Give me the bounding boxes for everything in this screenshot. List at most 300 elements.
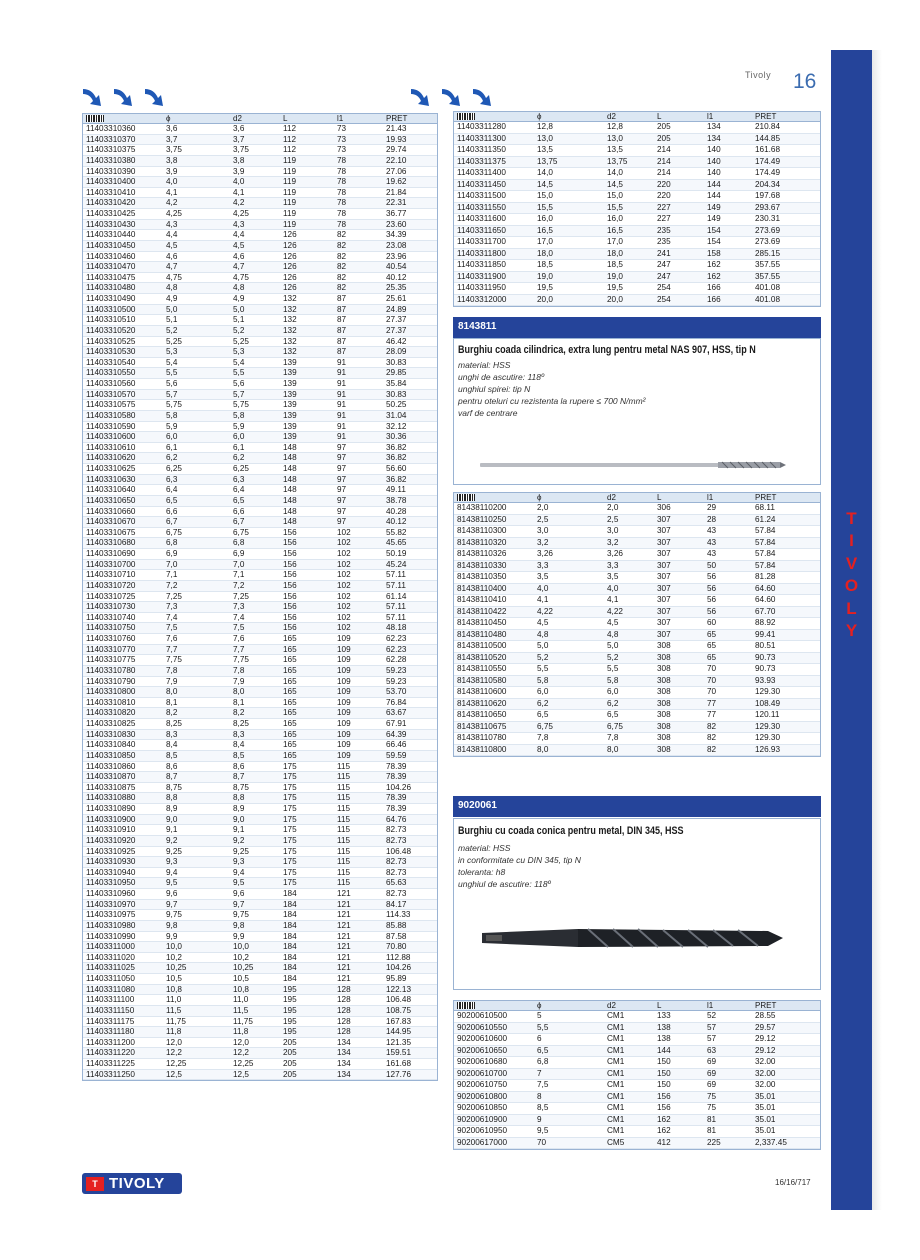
cell-d2: 6,7: [233, 517, 245, 527]
spec-line: pentru oteluri cu rezistenta la rupere ≤ 700 N/mm²: [458, 396, 646, 406]
cell-l1: 43: [707, 526, 717, 535]
cell-phi: 5,5: [166, 368, 178, 378]
cell-l1: 115: [337, 804, 351, 813]
cell-code: 11403311900: [457, 271, 506, 281]
cell-price: 45.24: [386, 559, 407, 569]
cell-code: 90200610650: [457, 1045, 508, 1055]
cell-d2: 6,75: [233, 527, 249, 537]
cell-price: 76.84: [386, 697, 407, 707]
cell-d2: 3,9: [233, 166, 245, 176]
cell-d2: 7,2: [233, 580, 245, 590]
cell-code: 11403310770: [86, 644, 136, 654]
table-row: [83, 453, 437, 464]
cell-code: 11403310980: [86, 920, 136, 930]
cell-L: 119: [283, 187, 297, 197]
cell-phi: 3,3: [537, 560, 549, 570]
cell-price: 19.62: [386, 177, 407, 187]
cell-d2: 5,2: [233, 325, 245, 335]
cell-price: 29.85: [386, 368, 407, 378]
cell-code: 81438110800: [457, 744, 507, 754]
cell-code: 11403311000: [86, 942, 135, 952]
cell-code: 11403310930: [86, 857, 136, 867]
cell-code: 11403310380: [86, 155, 136, 165]
cell-d2: 5,5: [607, 664, 619, 673]
cell-phi: 3,8: [166, 155, 178, 165]
cell-l1: 65: [707, 641, 717, 650]
cell-d2: CM1: [607, 1080, 625, 1089]
cell-phi: 5,8: [537, 675, 549, 685]
cell-phi: 4,7: [166, 262, 178, 272]
cell-price: 27.37: [386, 325, 407, 335]
cell-l1: 109: [337, 676, 351, 686]
cell-code: 11403310950: [86, 878, 136, 888]
cell-phi: 12,2: [166, 1048, 182, 1058]
cell-L: 156: [283, 612, 297, 622]
cell-phi: 4,4: [166, 230, 178, 240]
cell-d2: 4,75: [233, 272, 249, 282]
table-row: [83, 528, 437, 539]
cell-phi: 4,5: [166, 240, 178, 250]
cell-L: 148: [283, 495, 297, 505]
cell-L: 139: [283, 368, 297, 378]
cell-price: 2,337.45: [755, 1137, 787, 1147]
table-row: [83, 602, 437, 613]
cell-code: 81438110400: [457, 583, 507, 593]
cell-l1: 87: [337, 315, 347, 325]
cell-d2: 7,6: [233, 634, 245, 643]
cell-l1: 109: [337, 750, 351, 760]
cell-phi: 10,8: [166, 984, 182, 994]
cell-price: 62.23: [386, 644, 407, 654]
cell-price: 36.77: [386, 209, 407, 218]
cell-d2: 5,75: [233, 400, 249, 410]
cell-phi: 12,5: [166, 1069, 182, 1079]
cell-phi: 6,7: [166, 517, 178, 527]
cell-d2: CM1: [607, 1057, 625, 1066]
cell-code: 11403311100: [86, 995, 135, 1005]
cell-l1: 154: [707, 237, 721, 246]
cell-d2: 4,0: [607, 583, 619, 593]
cell-d2: 3,3: [607, 560, 619, 570]
table-row: [454, 549, 820, 561]
table-row: [83, 379, 437, 390]
cell-code: 11403310600: [86, 432, 136, 442]
cell-l1: 162: [707, 260, 721, 269]
cell-d2: 18,5: [607, 260, 623, 269]
cell-phi: 5,0: [537, 641, 549, 650]
cell-code: 81438110300: [457, 526, 507, 535]
cell-phi: 6,9: [166, 549, 178, 558]
cell-phi: 12,8: [537, 122, 553, 131]
table-row: [454, 180, 820, 192]
cell-L: 214: [657, 168, 671, 177]
table-product1: [453, 492, 821, 757]
cell-L: 205: [283, 1037, 297, 1047]
cell-code: 11403311350: [457, 145, 506, 154]
cell-price: 401.08: [755, 283, 781, 292]
cell-code: 81438110320: [457, 537, 507, 547]
table-row: [83, 963, 437, 974]
cell-l1: 91: [337, 421, 347, 431]
cell-l1: 73: [337, 145, 347, 155]
cell-l1: 109: [337, 697, 351, 707]
cell-l1: 87: [337, 347, 347, 357]
cell-phi: 4,0: [537, 583, 549, 593]
cell-L: 165: [283, 708, 297, 718]
cell-phi: 5,25: [166, 336, 182, 346]
cell-L: 156: [283, 559, 297, 569]
table-right-top: [453, 111, 821, 307]
cell-L: 241: [657, 248, 671, 258]
cell-l1: 144: [707, 191, 721, 200]
cell-d2: CM1: [607, 1022, 625, 1032]
cell-l1: 102: [337, 559, 351, 569]
cell-phi: 6,5: [166, 495, 178, 505]
cell-L: 165: [283, 719, 297, 728]
cell-L: 184: [283, 952, 297, 962]
cell-price: 35.84: [386, 379, 407, 388]
cell-d2: 11,8: [233, 1027, 249, 1037]
cell-phi: 2,5: [537, 514, 549, 524]
cell-code: 11403311180: [86, 1027, 135, 1037]
cell-code: 11403310800: [86, 687, 136, 697]
cell-code: 90200610950: [457, 1126, 508, 1135]
cell-price: 49.11: [386, 485, 406, 495]
table-row: [83, 315, 437, 326]
table-row: [83, 167, 437, 178]
cell-l1: 102: [337, 602, 351, 612]
table-row: [83, 921, 437, 932]
cell-L: 148: [283, 474, 297, 484]
table-row: [454, 526, 820, 538]
cell-price: 30.36: [386, 432, 407, 442]
table-row: [83, 507, 437, 518]
table-row: [83, 932, 437, 943]
cell-L: 195: [283, 1016, 297, 1026]
cell-d2: 9,4: [233, 867, 245, 877]
cell-L: 175: [283, 814, 297, 824]
cell-d2: 3,8: [233, 155, 245, 165]
cell-phi: 7,8: [537, 733, 549, 742]
cell-price: 67.91: [386, 719, 407, 728]
col-header-phi: ϕ: [166, 114, 171, 123]
cell-l1: 115: [337, 825, 351, 835]
side-letter: L: [846, 598, 857, 618]
table-row: [83, 549, 437, 560]
cell-l1: 28: [707, 514, 717, 524]
cell-d2: CM5: [607, 1137, 625, 1147]
table-row: [454, 237, 820, 249]
cell-code: 11403310500: [86, 304, 136, 314]
table-row: [83, 762, 437, 773]
long-drill-image: [478, 458, 788, 472]
cell-L: 156: [283, 527, 297, 537]
cell-d2: 8,0: [607, 744, 619, 754]
cell-L: 132: [283, 347, 297, 357]
table-row: [83, 804, 437, 815]
cell-price: 45.65: [386, 538, 407, 548]
cell-price: 357.55: [755, 271, 781, 281]
table-row: [454, 1046, 820, 1058]
cell-L: 126: [283, 240, 297, 250]
cell-l1: 65: [707, 629, 717, 639]
table-row: [83, 581, 437, 592]
cell-code: 11403310530: [86, 347, 136, 357]
cell-price: 230.31: [755, 214, 781, 223]
cell-L: 148: [283, 442, 297, 452]
cell-d2: 8,9: [233, 804, 245, 813]
cell-L: 307: [657, 595, 671, 604]
cell-code: 11403311020: [86, 952, 135, 962]
cell-price: 174.49: [755, 168, 781, 177]
spec-line: material: HSS: [458, 843, 511, 853]
cell-phi: 5,7: [166, 389, 178, 399]
table-row: [454, 676, 820, 688]
cell-phi: 3,6: [166, 124, 178, 133]
side-letter: Y: [845, 621, 858, 641]
cell-d2: 19,5: [607, 283, 623, 292]
cell-l1: 75: [707, 1103, 717, 1112]
table-row: [454, 572, 820, 584]
cell-code: 90200610600: [457, 1034, 508, 1043]
cell-L: 112: [283, 124, 297, 133]
cell-code: 81438110350: [457, 572, 507, 581]
cell-code: 11403310810: [86, 697, 136, 707]
cell-L: 165: [283, 676, 297, 686]
cell-phi: 8,8: [166, 793, 178, 803]
cell-phi: 13,5: [537, 145, 553, 154]
cell-d2: 6,5: [607, 710, 619, 719]
cell-L: 162: [657, 1126, 671, 1135]
cell-L: 307: [657, 514, 671, 524]
cell-price: 104.26: [386, 963, 412, 973]
cell-price: 56.60: [386, 464, 407, 473]
cell-code: 11403310450: [86, 240, 136, 250]
cell-d2: 10,5: [233, 974, 249, 983]
cell-price: 82.73: [386, 867, 407, 877]
cell-l1: 134: [707, 133, 721, 143]
cell-phi: 5,3: [166, 347, 178, 357]
cell-d2: 17,0: [607, 237, 623, 246]
cell-price: 167.83: [386, 1016, 412, 1026]
cell-L: 308: [657, 733, 671, 742]
cell-d2: 7,9: [233, 676, 245, 686]
cell-L: 175: [283, 835, 297, 845]
cell-code: 11403310960: [86, 889, 136, 898]
cell-L: 162: [657, 1114, 671, 1124]
cell-l1: 121: [337, 899, 351, 909]
table-row: [454, 295, 820, 307]
cell-price: 66.46: [386, 740, 407, 750]
cell-L: 175: [283, 878, 297, 888]
cell-price: 29.12: [755, 1034, 776, 1043]
cell-l1: 65: [707, 652, 717, 662]
cell-price: 36.82: [386, 442, 407, 452]
cell-phi: 4,6: [166, 251, 178, 261]
table-row: [83, 677, 437, 688]
cell-price: 120.11: [755, 710, 780, 719]
cell-phi: 7,4: [166, 612, 178, 622]
cell-code: 11403310760: [86, 634, 136, 643]
cell-code: 11403310910: [86, 825, 136, 835]
table-row: [454, 1115, 820, 1127]
cell-l1: 97: [337, 506, 347, 516]
cell-price: 40.12: [386, 517, 407, 527]
cell-price: 204.34: [755, 179, 781, 189]
cell-d2: 5,3: [233, 347, 245, 357]
cell-price: 62.23: [386, 634, 407, 643]
cell-l1: 121: [337, 942, 351, 952]
cell-L: 235: [657, 225, 671, 235]
cell-d2: 4,5: [607, 618, 619, 627]
cell-L: 175: [283, 867, 297, 877]
col-header-phi: ϕ: [537, 493, 542, 502]
cell-l1: 73: [337, 134, 347, 144]
cell-d2: 7,25: [233, 591, 249, 601]
cell-price: 27.06: [386, 166, 407, 176]
cell-L: 148: [283, 464, 297, 473]
cell-l1: 109: [337, 708, 351, 718]
table-row: [83, 538, 437, 549]
cell-price: 285.15: [755, 248, 781, 258]
col-header-d2: d2: [233, 114, 242, 123]
cell-code: 81438110500: [457, 641, 507, 650]
cell-code: 90200610900: [457, 1114, 508, 1124]
cell-price: 65.63: [386, 878, 407, 888]
cell-l1: 69: [707, 1057, 717, 1066]
cell-phi: 9,0: [166, 814, 178, 824]
cell-code: 81438110250: [457, 514, 507, 524]
table-row: [83, 730, 437, 741]
cell-L: 184: [283, 920, 297, 930]
cell-code: 11403310660: [86, 506, 136, 516]
cell-L: 139: [283, 379, 297, 388]
cell-price: 36.82: [386, 453, 407, 463]
table-row: [83, 560, 437, 571]
cell-d2: 5,25: [233, 336, 249, 346]
cell-code: 11403310510: [86, 315, 136, 325]
cell-price: 106.48: [386, 846, 412, 856]
cell-l1: 121: [337, 920, 351, 930]
cell-code: 81438110620: [457, 698, 507, 708]
table-row: [83, 634, 437, 645]
cell-code: 11403310680: [86, 538, 136, 548]
cell-phi: 9,9: [166, 931, 178, 941]
cell-l1: 102: [337, 527, 351, 537]
cell-d2: 9,2: [233, 835, 245, 845]
cell-l1: 56: [707, 606, 717, 616]
cell-L: 139: [283, 400, 297, 410]
arrow-icon: [439, 86, 466, 108]
table-row: [83, 910, 437, 921]
cell-phi: 4,2: [166, 198, 178, 208]
cell-d2: 5,0: [233, 304, 245, 314]
cell-d2: 15,0: [607, 191, 623, 200]
cell-phi: 19,5: [537, 283, 553, 292]
cell-code: 11403310550: [86, 368, 136, 378]
cell-code: 11403310840: [86, 740, 136, 750]
cell-price: 30.83: [386, 357, 407, 367]
cell-L: 175: [283, 793, 297, 803]
table-row: [83, 666, 437, 677]
table-header: [454, 1001, 820, 1011]
cell-d2: 7,75: [233, 655, 249, 665]
cell-d2: 4,7: [233, 262, 245, 272]
cell-d2: 8,2: [233, 708, 245, 718]
cell-code: 81438110550: [457, 664, 507, 673]
cell-d2: 9,75: [233, 910, 249, 920]
cell-L: 214: [657, 156, 671, 166]
cell-l1: 121: [337, 931, 351, 941]
cell-code: 11403310850: [86, 750, 136, 760]
cell-phi: 4,5: [537, 618, 549, 627]
cell-l1: 78: [337, 166, 347, 176]
table-row: [454, 1138, 820, 1150]
cell-code: 81438110326: [457, 549, 507, 558]
cell-L: 133: [657, 1011, 671, 1020]
cell-price: 57.84: [755, 560, 776, 570]
cell-l1: 128: [337, 995, 351, 1005]
cell-L: 205: [283, 1048, 297, 1058]
cell-phi: 8,4: [166, 740, 178, 750]
cell-l1: 134: [337, 1048, 351, 1058]
cell-code: 81438110780: [457, 733, 507, 742]
cell-phi: 8,2: [166, 708, 178, 718]
cell-L: 307: [657, 549, 671, 558]
cell-d2: 16,0: [607, 214, 623, 223]
cell-l1: 134: [337, 1059, 351, 1068]
cell-l1: 115: [337, 878, 351, 888]
cell-d2: CM1: [607, 1045, 625, 1055]
table-row: [83, 262, 437, 273]
cell-L: 307: [657, 537, 671, 547]
cell-d2: 4,6: [233, 251, 245, 261]
cell-L: 175: [283, 761, 297, 771]
cell-d2: 4,1: [233, 187, 245, 197]
cell-d2: 12,5: [233, 1069, 249, 1079]
table-row: [454, 1069, 820, 1081]
cell-price: 30.83: [386, 389, 407, 399]
cell-price: 19.93: [386, 134, 407, 144]
spec-line: material: HSS: [458, 360, 511, 370]
cell-l1: 109: [337, 687, 351, 697]
table-row: [83, 836, 437, 847]
table-row: [454, 272, 820, 284]
cell-phi: 7,5: [166, 623, 178, 633]
spec-line: in conformitate cu DIN 345, tip N: [458, 855, 581, 865]
cell-price: 21.43: [386, 124, 407, 133]
cell-l1: 91: [337, 368, 347, 378]
table-row: [83, 283, 437, 294]
cell-phi: 10,0: [166, 942, 182, 952]
cell-price: 144.85: [755, 133, 781, 143]
cell-l1: 97: [337, 495, 347, 505]
cell-l1: 78: [337, 177, 347, 187]
cell-l1: 97: [337, 442, 347, 452]
table-row: [83, 655, 437, 666]
cell-L: 165: [283, 729, 297, 739]
table-row: [454, 1103, 820, 1115]
table-row: [83, 995, 437, 1006]
cell-price: 32.00: [755, 1068, 776, 1078]
cell-l1: 56: [707, 572, 717, 581]
cell-l1: 158: [707, 248, 721, 258]
cell-d2: 8,6: [233, 761, 245, 771]
cell-L: 126: [283, 251, 297, 261]
cell-d2: 9,7: [233, 899, 245, 909]
cell-price: 293.67: [755, 202, 781, 212]
table-row: [83, 783, 437, 794]
